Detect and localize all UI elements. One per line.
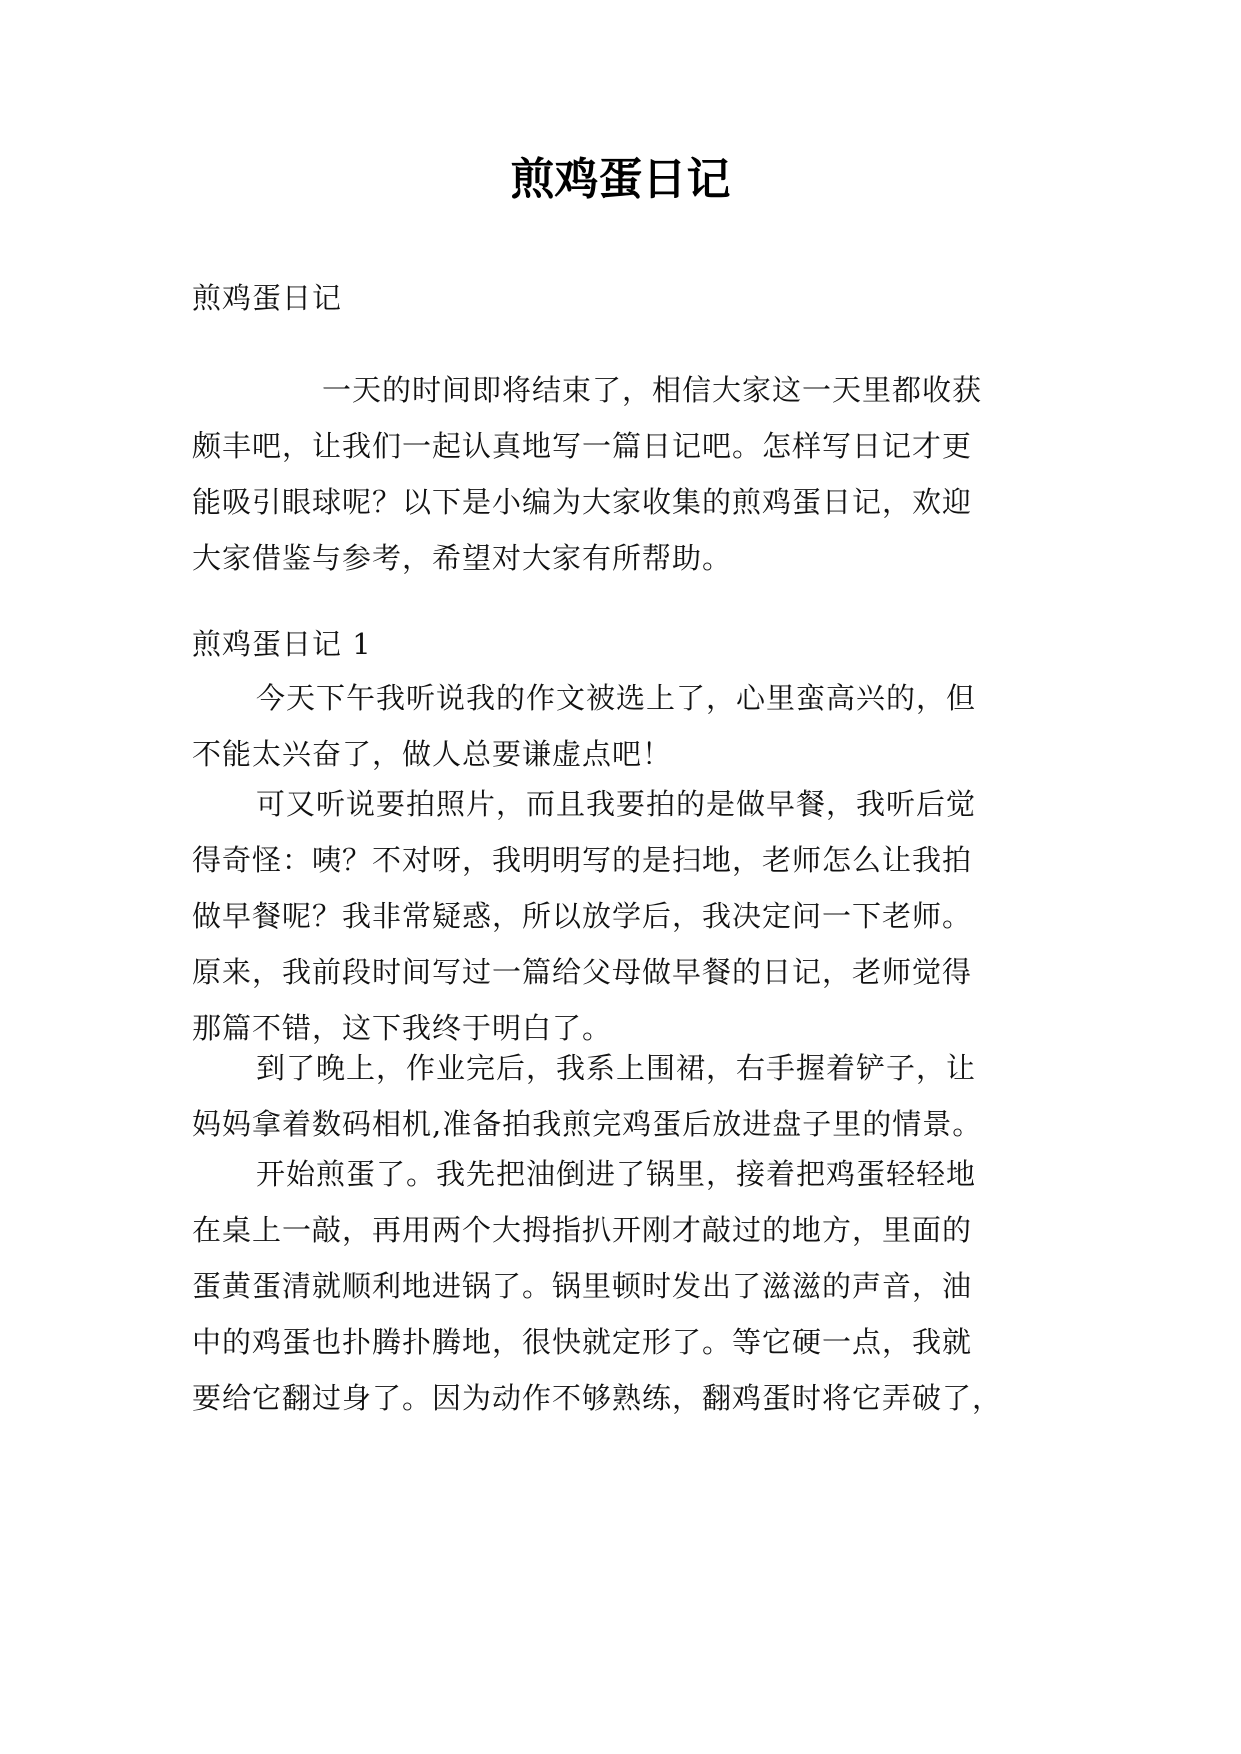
paragraph-line: 在桌上一敲，再用两个大拇指扒开刚才敲过的地方，里面的	[192, 1213, 973, 1247]
paragraph-line: 要给它翻过身了。因为动作不够熟练，翻鸡蛋时将它弄破了，	[192, 1381, 1003, 1415]
intro-paragraph	[192, 362, 1052, 586]
paragraph-line: 妈妈拿着数码相机,准备拍我煎完鸡蛋后放进盘子里的情景。	[192, 1107, 983, 1141]
paragraph-line: 中的鸡蛋也扑腾扑腾地，很快就定形了。等它硬一点，我就	[192, 1325, 973, 1359]
paragraph-line: 可又听说要拍照片，而且我要拍的是做早餐，我听后觉	[256, 787, 977, 821]
paragraph-line: 得奇怪：咦？不对呀，我明明写的是扫地，老师怎么让我拍	[192, 843, 973, 877]
paragraph-line: 那篇不错，这下我终于明白了。	[192, 1011, 613, 1045]
paragraph-line: 到了晚上，作业完后，我系上围裙，右手握着铲子，让	[256, 1051, 977, 1085]
intro-line: 颇丰吧，让我们一起认真地写一篇日记吧。怎样写日记才更	[192, 429, 973, 463]
paragraph-line: 原来，我前段时间写过一篇给父母做早餐的日记，老师觉得	[192, 955, 973, 989]
paragraph-line: 今天下午我听说我的作文被选上了，心里蛮高兴的，但	[256, 681, 977, 715]
paragraph-line: 蛋黄蛋清就顺利地进锅了。锅里顿时发出了滋滋的声音，油	[192, 1269, 973, 1303]
paragraph-2	[192, 776, 1052, 1056]
paragraph-3	[192, 1040, 1052, 1152]
paragraph-line: 做早餐呢？我非常疑惑，所以放学后，我决定问一下老师。	[192, 899, 973, 933]
paragraph-4	[192, 1146, 1052, 1426]
paragraph-line: 开始煎蛋了。我先把油倒进了锅里，接着把鸡蛋轻轻地	[256, 1157, 977, 1191]
paragraph-1	[192, 670, 1052, 782]
intro-line: 大家借鉴与参考，希望对大家有所帮助。	[192, 541, 733, 575]
intro-line: 能吸引眼球呢？以下是小编为大家收集的煎鸡蛋日记，欢迎	[192, 485, 973, 519]
document-subtitle: 煎鸡蛋日记	[192, 281, 343, 315]
section-heading: 煎鸡蛋日记 1	[192, 627, 372, 661]
document-title: 煎鸡蛋日记	[510, 154, 731, 205]
intro-line: 一天的时间即将结束了，相信大家这一天里都收获	[322, 373, 983, 407]
paragraph-line: 不能太兴奋了，做人总要谦虚点吧！	[192, 737, 673, 771]
